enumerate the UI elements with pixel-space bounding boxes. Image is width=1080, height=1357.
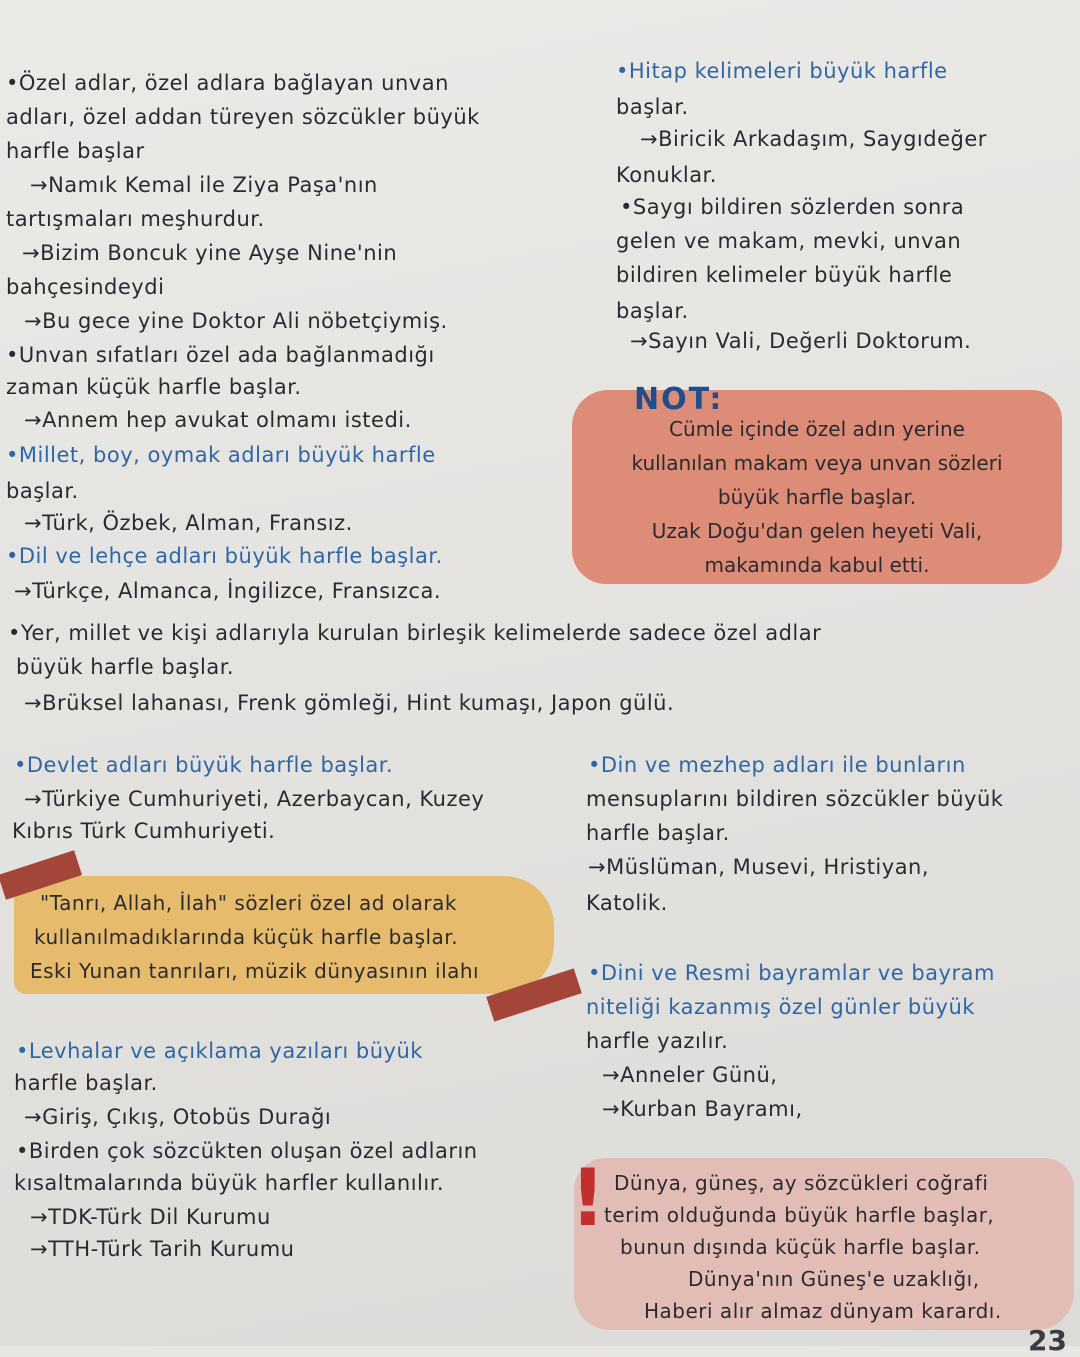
page-number: 23 (1028, 1324, 1067, 1357)
rule-respect-words: •Saygı bildiren sözlerden sonra (620, 195, 965, 219)
example-line: →Sayın Vali, Değerli Doktorum. (630, 329, 972, 353)
box-line: Eski Yunan tanrıları, müzik dünyasının ilahı (30, 959, 480, 983)
text-line: bildiren kelimeler büyük harfle (616, 263, 953, 287)
example-line: →TDK-Türk Dil Kurumu (30, 1205, 271, 1229)
rule-address-words: •Hitap kelimeleri büyük harfle (616, 59, 948, 83)
text-line: niteliği kazanmış özel günler büyük (586, 995, 975, 1019)
text-line: mensuplarını bildiren sözcükler büyük (586, 787, 1004, 811)
example-line: →Brüksel lahanası, Frenk gömleği, Hint kumaşı, Japon gülü. (24, 691, 675, 715)
example-line: →Biricik Arkadaşım, Saygıdeğer (640, 127, 987, 151)
note-line: makamında kabul etti. (704, 553, 930, 577)
note-line: Uzak Doğu'dan gelen heyeti Vali, (651, 519, 983, 543)
box-line: kullanılmadıklarında küçük harfle başlar. (34, 925, 459, 949)
example-line: Kıbrıs Türk Cumhuriyeti. (12, 819, 276, 843)
example-line: →Bizim Boncuk yine Ayşe Nine'nin (22, 241, 398, 265)
warning-line: Haberi alır almaz dünyam karardı. (644, 1299, 1002, 1323)
text-line: zaman küçük harfle başlar. (6, 375, 302, 399)
example-line: →Namık Kemal ile Ziya Paşa'nın (30, 173, 378, 197)
rule-nation-names: •Millet, boy, oymak adları büyük harfle (6, 443, 436, 467)
rule-abbreviations: •Birden çok sözcükten oluşan özel adların (16, 1139, 478, 1163)
rule-proper-names: •Özel adlar, özel adlara bağlayan unvan (6, 71, 449, 95)
example-line: →Türk, Özbek, Alman, Fransız. (24, 511, 353, 535)
rule-holidays: •Dini ve Resmi bayramlar ve bayram (588, 961, 995, 985)
text-line: başlar. (616, 95, 689, 119)
example-line: →TTH-Türk Tarih Kurumu (30, 1237, 295, 1261)
example-line: Katolik. (586, 891, 668, 915)
text-line: harfle başlar (6, 139, 145, 163)
rule-religion-names: •Din ve mezhep adları ile bunların (588, 753, 966, 777)
text-line: harfle başlar. (586, 821, 730, 845)
rule-compound-words: •Yer, millet ve kişi adlarıyla kurulan birleşik kelimelerde sadece özel adlar (8, 621, 822, 645)
note-line: büyük harfle başlar. (717, 485, 917, 509)
example-line: →Bu gece yine Doktor Ali nöbetçiymiş. (24, 309, 448, 333)
example-line: →Türkçe, Almanca, İngilizce, Fransızca. (14, 579, 441, 603)
rule-title-lowercase: •Unvan sıfatları özel ada bağlanmadığı (6, 343, 435, 367)
note-line: kullanılan makam veya unvan sözleri (631, 451, 1003, 475)
warning-line: Dünya'nın Güneş'e uzaklığı, (688, 1267, 980, 1291)
example-line: →Kurban Bayramı, (602, 1097, 803, 1121)
text-line: tartışmaları meşhurdur. (6, 207, 265, 231)
example-line: →Müslüman, Musevi, Hristiyan, (588, 855, 930, 879)
warning-line: terim olduğunda büyük harfle başlar, (604, 1203, 995, 1227)
example-line: →Annem hep avukat olmamı istedi. (24, 408, 412, 432)
box-line: "Tanrı, Allah, İlah" sözleri özel ad olarak (40, 891, 457, 915)
text-line: harfle başlar. (14, 1071, 158, 1095)
text-line: adları, özel addan türeyen sözcükler büyük (6, 105, 480, 129)
text-line: başlar. (616, 299, 689, 323)
rule-state-names: •Devlet adları büyük harfle başlar. (14, 753, 394, 777)
rule-signs: •Levhalar ve açıklama yazıları büyük (16, 1039, 423, 1063)
exclamation-icon: ! (570, 1154, 606, 1244)
text-line: bahçesindeydi (6, 275, 165, 299)
example-line: →Giriş, Çıkış, Otobüs Durağı (24, 1105, 332, 1129)
rule-language-names: •Dil ve lehçe adları büyük harfle başlar. (6, 544, 443, 568)
text-line: kısaltmalarında büyük harfler kullanılır. (14, 1171, 445, 1195)
example-line: →Türkiye Cumhuriyeti, Azerbaycan, Kuzey (24, 787, 485, 811)
text-line: gelen ve makam, mevki, unvan (616, 229, 962, 253)
warning-line: Dünya, güneş, ay sözcükleri coğrafi (614, 1171, 989, 1195)
note-line: Cümle içinde özel adın yerine (669, 417, 965, 441)
text-line: Konuklar. (616, 163, 717, 187)
text-line: harfle yazılır. (586, 1029, 729, 1053)
example-line: →Anneler Günü, (602, 1063, 778, 1087)
note-title: NOT: (634, 382, 724, 417)
warning-line: bunun dışında küçük harfle başlar. (620, 1235, 981, 1259)
text-line: başlar. (6, 479, 79, 503)
text-line: büyük harfle başlar. (16, 655, 235, 679)
